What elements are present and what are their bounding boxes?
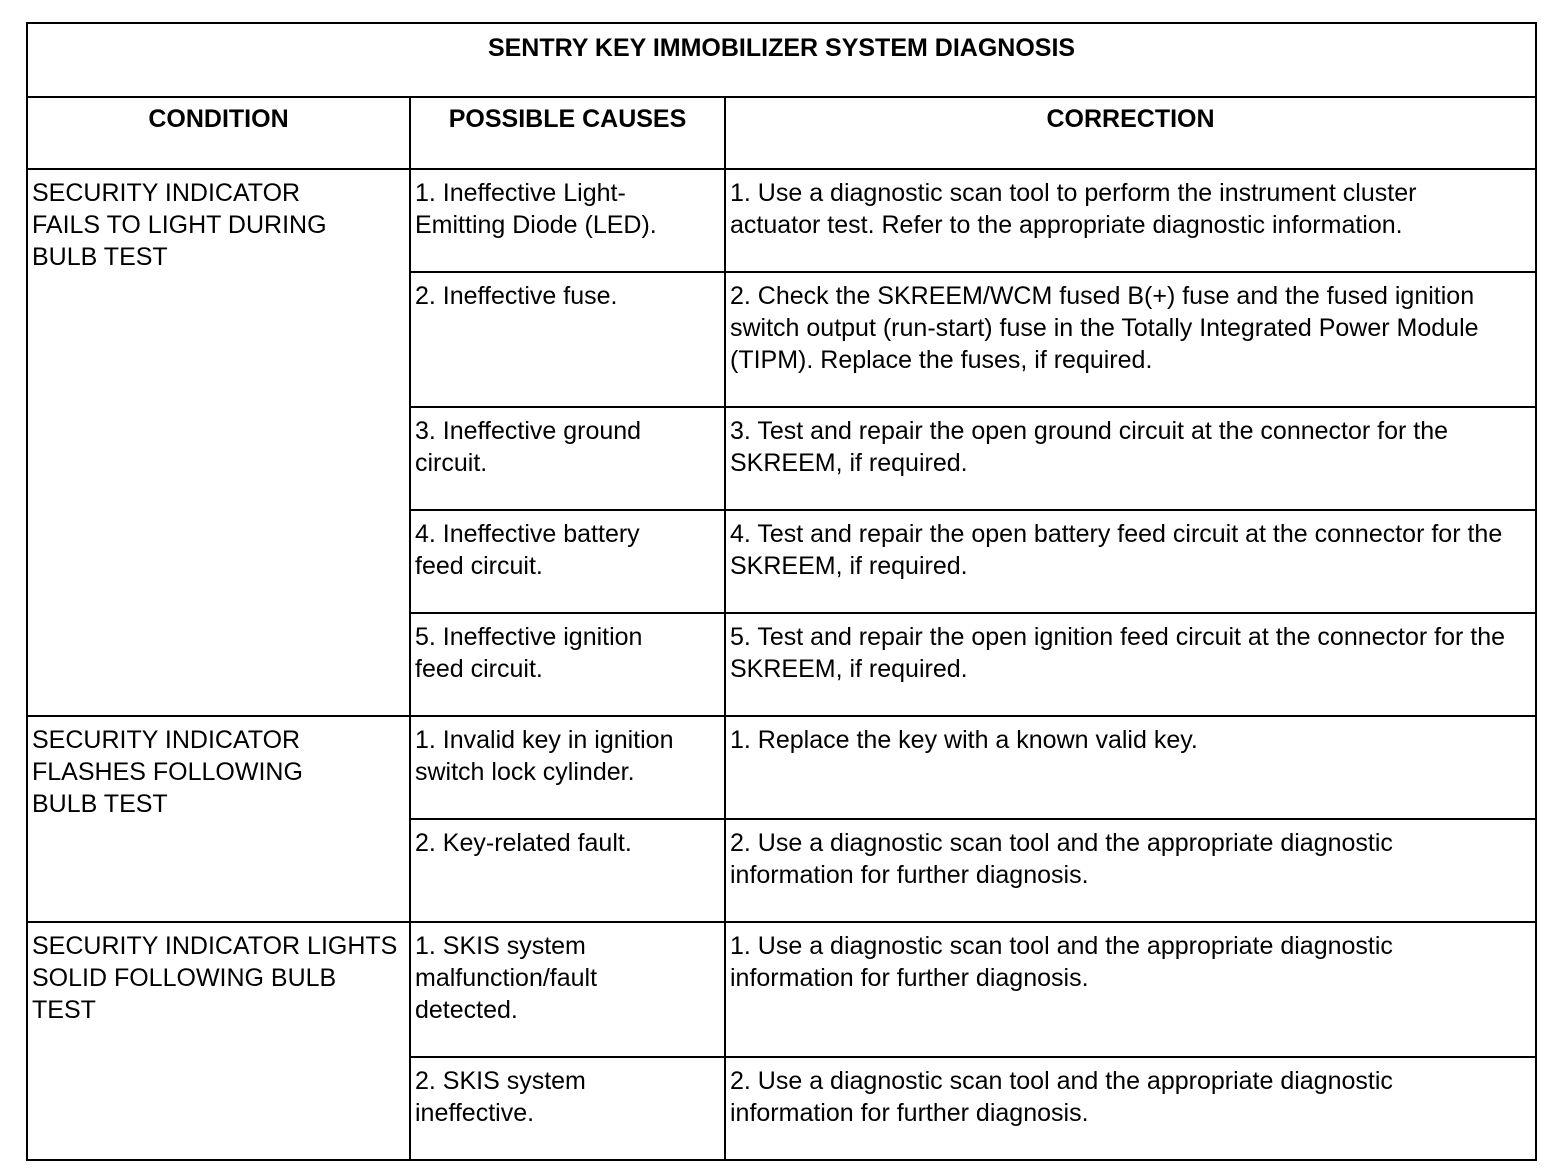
correction-text: 2. Use a diagnostic scan tool and the appropriate diagnostic information for further diagnosis. bbox=[730, 829, 1393, 889]
correction-cell bbox=[725, 407, 1536, 510]
table-row bbox=[27, 169, 1536, 272]
cause-text: 3. Ineffective ground circuit. bbox=[415, 417, 642, 477]
cause-cell bbox=[410, 510, 725, 613]
correction-text: 1. Replace the key with a known valid key. bbox=[730, 726, 1198, 754]
cause-cell bbox=[410, 272, 725, 407]
cause-text: 4. Ineffective battery feed circuit. bbox=[415, 520, 640, 580]
cause-text: 2. Key-related fault. bbox=[415, 829, 632, 857]
correction-text: 2. Use a diagnostic scan tool and the appropriate diagnostic information for further diagnosis. bbox=[730, 1067, 1393, 1127]
cause-cell bbox=[410, 1057, 725, 1160]
header-causes: POSSIBLE CAUSES bbox=[448, 105, 687, 133]
cause-text: 2. Ineffective fuse. bbox=[415, 282, 618, 310]
correction-cell bbox=[725, 510, 1536, 613]
cause-cell bbox=[410, 819, 725, 922]
correction-cell bbox=[725, 613, 1536, 716]
correction-cell bbox=[725, 169, 1536, 272]
cause-cell bbox=[410, 922, 725, 1057]
correction-text: 3. Test and repair the open ground circuit at the connector for the SKREEM, if required. bbox=[730, 417, 1449, 477]
condition-cell bbox=[27, 716, 410, 922]
correction-cell bbox=[725, 819, 1536, 922]
cause-text: 1. Invalid key in ignition switch lock cylinder. bbox=[415, 726, 674, 786]
cause-cell bbox=[410, 613, 725, 716]
header-condition-cell bbox=[27, 97, 410, 169]
condition-text: SECURITY INDICATOR FAILS TO LIGHT DURING BULB TEST bbox=[32, 179, 327, 271]
cause-text: 1. SKIS system malfunction/fault detected. bbox=[415, 932, 598, 1024]
header-correction-cell bbox=[725, 97, 1536, 169]
cause-cell bbox=[410, 716, 725, 819]
correction-text: 2. Check the SKREEM/WCM fused B(+) fuse and the fused ignition switch output (run-start) fuse in the Totally Integrated Power Module (TIPM). Replace the fuses, if required. bbox=[730, 282, 1479, 374]
header-correction: CORRECTION bbox=[1046, 105, 1215, 133]
cause-text: 2. SKIS system ineffective. bbox=[415, 1067, 586, 1127]
condition-text: SECURITY INDICATOR FLASHES FOLLOWING BULB TEST bbox=[32, 726, 303, 818]
header-causes-cell bbox=[410, 97, 725, 169]
correction-cell bbox=[725, 716, 1536, 819]
header-condition: CONDITION bbox=[148, 105, 289, 133]
condition-text: SECURITY INDICATOR LIGHTS SOLID FOLLOWING BULB TEST bbox=[32, 932, 398, 1024]
condition-cell bbox=[27, 169, 410, 716]
correction-text: 1. Use a diagnostic scan tool and the appropriate diagnostic information for further diagnosis. bbox=[730, 932, 1393, 992]
table-title-cell bbox=[27, 23, 1536, 97]
correction-text: 1. Use a diagnostic scan tool to perform the instrument cluster actuator test. Refer to the appropriate diagnostic information. bbox=[730, 179, 1417, 239]
title-row bbox=[27, 23, 1536, 97]
table-title: SENTRY KEY IMMOBILIZER SYSTEM DIAGNOSIS bbox=[487, 34, 1076, 62]
condition-cell bbox=[27, 922, 410, 1160]
table-row bbox=[27, 716, 1536, 819]
table-row bbox=[27, 922, 1536, 1057]
correction-cell bbox=[725, 272, 1536, 407]
cause-cell bbox=[410, 407, 725, 510]
diagnosis-table bbox=[26, 22, 1537, 1161]
correction-text: 5. Test and repair the open ignition feed circuit at the connector for the SKREEM, if required. bbox=[730, 623, 1506, 683]
correction-text: 4. Test and repair the open battery feed circuit at the connector for the SKREEM, if required. bbox=[730, 520, 1503, 580]
correction-cell bbox=[725, 1057, 1536, 1160]
header-row bbox=[27, 97, 1536, 169]
cause-text: 5. Ineffective ignition feed circuit. bbox=[415, 623, 643, 683]
correction-cell bbox=[725, 922, 1536, 1057]
cause-text: 1. Ineffective Light-Emitting Diode (LED). bbox=[415, 179, 657, 239]
cause-cell bbox=[410, 169, 725, 272]
